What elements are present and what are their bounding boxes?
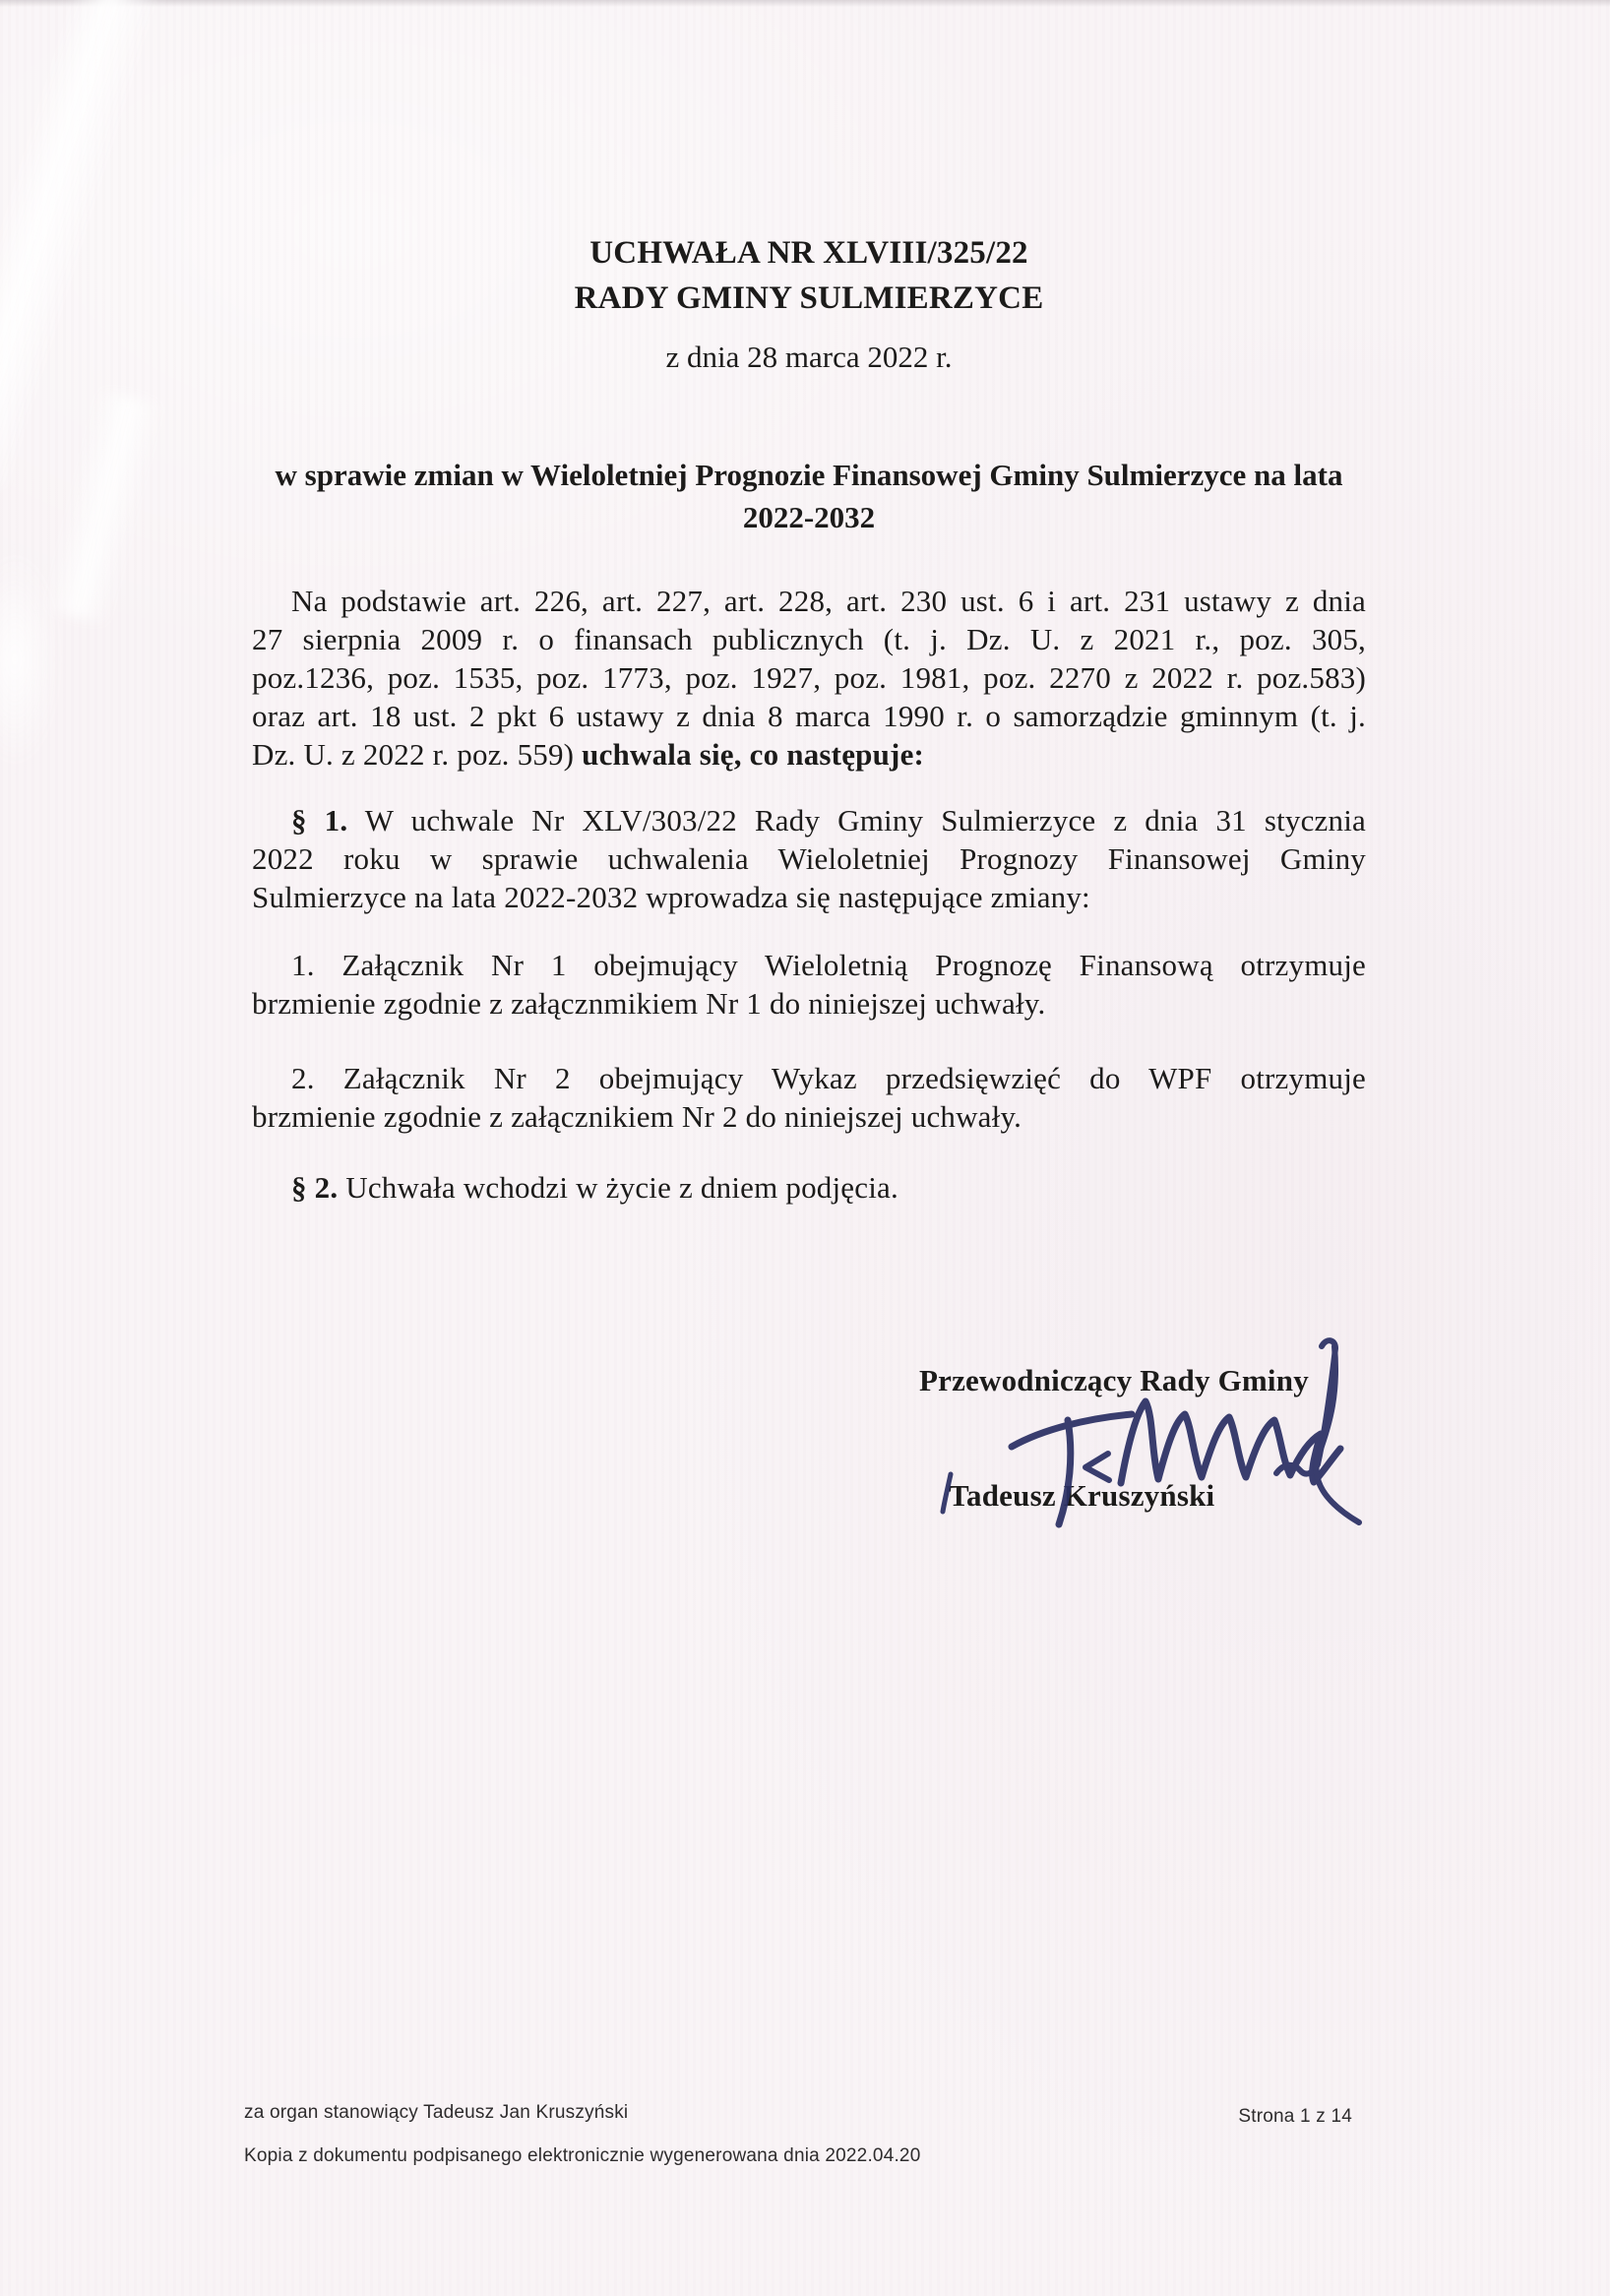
legal-basis-line: oraz art. 18 ust. 2 pkt 6 ustawy z dnia 8 marca 1990 r. o samorządzie gminnym (t. j. — [252, 699, 1366, 733]
resolution-authority: RADY GMINY SULMIERZYCE — [574, 280, 1044, 316]
list-item-2-line: 2. Załącznik Nr 2 obejmujący Wykaz przedsięwzięć do WPF otrzymuje — [291, 1061, 1366, 1095]
resolution-date: z dnia 28 marca 2022 r. — [665, 340, 953, 374]
legal-basis-line: Na podstawie art. 226, art. 227, art. 228, art. 230 ust. 6 i art. 231 ustawy z dnia — [291, 584, 1366, 618]
paragraph-1-text: W uchwale Nr XLV/303/22 Rady Gminy Sulmierzyce z dnia 31 stycznia — [347, 803, 1366, 838]
signature-role: Przewodniczący Rady Gminy — [919, 1363, 1309, 1397]
footer-signatory-note: za organ stanowiący Tadeusz Jan Kruszyński — [244, 2102, 629, 2123]
footer-copy-note: Kopia z dokumentu podpisanego elektronicznie wygenerowana dnia 2022.04.20 — [244, 2145, 921, 2166]
list-item-1 — [252, 946, 1366, 1023]
list-item-2 — [252, 1059, 1366, 1136]
list-item-1-line: 1. Załącznik Nr 1 obejmujący Wieloletnią Prognozę Finansową otrzymuje — [291, 948, 1366, 982]
paragraph-1-line — [252, 801, 1366, 839]
paragraph-2-line — [252, 1168, 1366, 1207]
scan-fold-streak — [42, 389, 164, 625]
paragraph-1-line: Sulmierzyce na lata 2022-2032 wprowadza się następujące zmiany: — [252, 880, 1090, 914]
resolution-number: UCHWAŁA NR XLVIII/325/22 — [589, 235, 1028, 271]
legal-basis-line: 27 sierpnia 2009 r. o finansach publicznych (t. j. Dz. U. z 2021 r., poz. 305, — [252, 622, 1366, 656]
paragraph-1-line: 2022 roku w sprawie uchwalenia Wieloletniej Prognozy Finansowej Gminy — [252, 841, 1366, 876]
resolution-title — [252, 230, 1366, 321]
list-item-2-line: brzmienie zgodnie z załącznikiem Nr 2 do niniejszej uchwały. — [252, 1099, 1022, 1134]
section-marker: § 1. — [291, 803, 348, 838]
scan-fold-streak — [0, 0, 171, 493]
resolution-subject — [252, 454, 1366, 538]
enactment-clause: uchwala się, co następuje: — [582, 737, 925, 772]
paragraph-1 — [252, 801, 1366, 916]
legal-basis-text: Dz. U. z 2022 r. poz. 559) — [252, 737, 583, 772]
scan-fold-streak — [0, 551, 59, 768]
paragraph-2-text: Uchwała wchodzi w życie z dniem podjęcia. — [338, 1170, 898, 1205]
list-item-1-line: brzmienie zgodnie z załącznmikiem Nr 1 do niniejszej uchwały. — [252, 986, 1046, 1021]
footer-page-number: Strona 1 z 14 — [1238, 2106, 1352, 2127]
legal-basis-paragraph — [252, 582, 1366, 774]
legal-basis-line: poz.1236, poz. 1535, poz. 1773, poz. 1927, poz. 1981, poz. 2270 z 2022 r. poz.583) — [252, 660, 1366, 695]
subject-line: w sprawie zmian w Wieloletniej Prognozie Finansowej Gminy Sulmierzyce na lata — [275, 458, 1343, 492]
signature-name: Tadeusz Kruszyński — [949, 1478, 1215, 1513]
legal-basis-line — [252, 735, 1366, 774]
paragraph-2 — [252, 1168, 1366, 1207]
section-marker: § 2. — [291, 1170, 339, 1205]
subject-line: 2022-2032 — [742, 500, 876, 534]
